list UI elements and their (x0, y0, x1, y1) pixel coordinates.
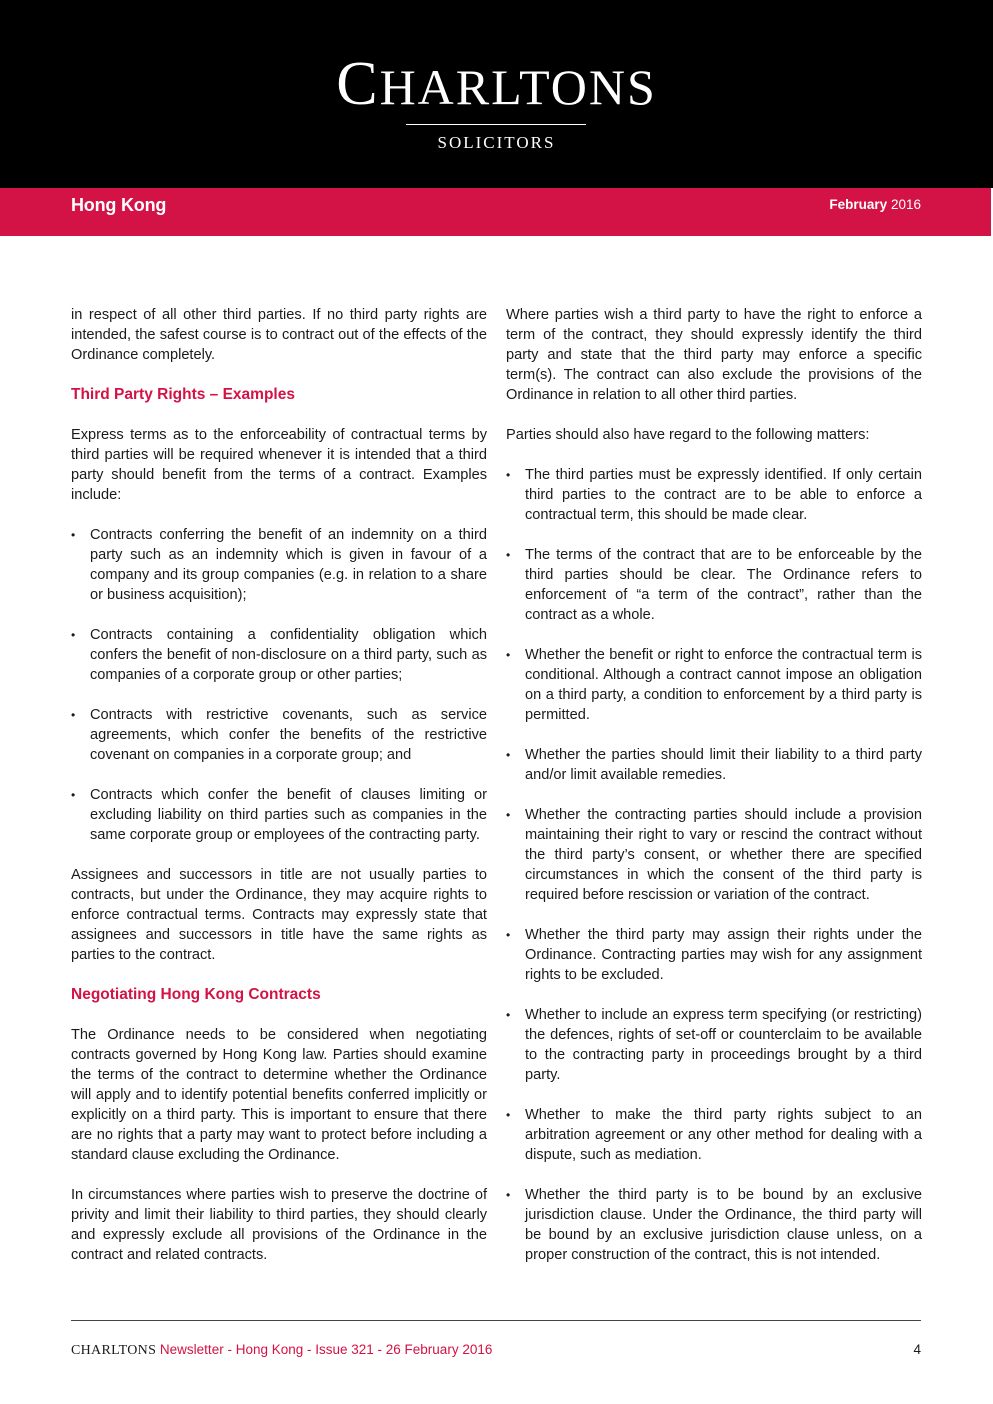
list-item: • Contracts with restrictive covenants, such as service agreements, which confer the benefits of the restrictive covenant on companies in a corporate group; and (71, 707, 487, 763)
bullet-icon: • (506, 548, 511, 562)
bullet-icon: • (71, 708, 76, 722)
footer-brand: CHARLTONS (71, 1343, 157, 1358)
list-item: • Contracts which confer the benefit of clauses limiting or excluding liability on third parties such as companies in the same corporate group or employees of the contracting party. (71, 787, 487, 843)
logo-subtitle: SOLICITORS (437, 133, 556, 152)
paragraph: In circumstances where parties wish to preserve the doctrine of privity and limit their liability to third parties, they should clearly and expressly exclude all provisions of the Ordinance in the contract and related contracts. (71, 1187, 487, 1263)
paragraph: Where parties wish a third party to have the right to enforce a term of the contract, they should expressly identify the third party and state that the third party may enforce a specific term(s). The contract can also exclude the provisions of the Ordinance in relation to all other third parties. (506, 307, 922, 403)
heading-third-party-rights-examples: Third Party Rights – Examples (71, 386, 295, 403)
list-item: • The third parties must be expressly identified. If only certain third parties to the contract are to be able to enforce a contractual term, this should be made clear. (506, 467, 922, 523)
paragraph: Express terms as to the enforceability of contractual terms by third parties will be required whenever it is intended that a third party should benefit from the terms of a contract. Examples include: (71, 427, 487, 503)
list-item: • Whether the parties should limit their liability to a third party and/or limit available remedies. (506, 747, 922, 783)
bullet-icon: • (506, 808, 511, 822)
bullet-icon: • (506, 1108, 511, 1122)
paragraph: The Ordinance needs to be considered when negotiating contracts governed by Hong Kong law. Parties should examine the terms of the contract to determine whether the Ordinance will apply and to identify potential benefits conferred implicitly or explicitly on a third party. This is important to ensure that there are no rights that a party may want to protect before including a standard clause excluding the Ordinance. (71, 1027, 487, 1163)
intro-paragraph: in respect of all other third parties. If no third party rights are intended, the safest course is to contract out of the effects of the Ordinance completely. (71, 307, 487, 363)
charltons-logo: CHARLTONS (336, 50, 657, 118)
list-item: • Whether to make the third party rights subject to an arbitration agreement or any other method for dealing with a dispute, such as mediation. (506, 1107, 922, 1163)
heading-negotiating-contracts: Negotiating Hong Kong Contracts (71, 986, 321, 1003)
left-column (71, 305, 487, 1285)
masthead (0, 0, 993, 188)
bullet-icon: • (506, 748, 511, 762)
issue-date: February 2016 (829, 197, 921, 212)
region-title: Hong Kong (71, 195, 167, 215)
page-number: 4 (913, 1342, 921, 1357)
bullet-icon: • (71, 788, 76, 802)
list-item: • Whether the benefit or right to enforce the contractual term is conditional. Although a contract cannot impose an obligation on a third party, a condition to enforcement by a third party is permitted. (506, 647, 922, 723)
bullet-icon: • (71, 528, 76, 542)
footer-divider (71, 1320, 921, 1321)
bullet-icon: • (506, 468, 511, 482)
bullet-icon: • (506, 928, 511, 942)
examples-list (71, 525, 487, 845)
list-item: • The terms of the contract that are to be enforceable by the third parties should be clear. The Ordinance refers to enforcement of “a term of the contract”, rather than the contract as a whole. (506, 547, 922, 623)
footer (71, 1342, 492, 1359)
bullet-icon: • (506, 1008, 511, 1022)
matters-list (506, 465, 922, 1265)
list-item: • Contracts conferring the benefit of an indemnity on a third party such as an indemnity which is given in favour of a company and its group companies (e.g. in relation to a share or business acquisition); (71, 527, 487, 603)
list-item: • Whether the third party is to be bound by an exclusive jurisdiction clause. Under the Ordinance, the third party will be bound by an exclusive jurisdiction clause unless, on a proper construction of the contract, this is not intended. (506, 1187, 922, 1263)
list-item: • Contracts containing a confidentiality obligation which confers the benefit of non-disclosure on a third party, such as companies of a corporate group or other parties; (71, 627, 487, 683)
list-item: • Whether the contracting parties should include a provision maintaining their right to vary or rescind the contract without the third party’s consent, or whether there are specified circumstances in which the consent of the third party is required before rescission or variation of the contract. (506, 807, 922, 903)
paragraph: Assignees and successors in title are not usually parties to contracts, but under the Ordinance, they may acquire rights to enforce contractual terms. Contracts may expressly state that assignees and successors in title have the same rights as parties to the contract. (71, 867, 487, 963)
bullet-icon: • (506, 648, 511, 662)
footer-issue-info: Newsletter - Hong Kong - Issue 321 - 26 February 2016 (156, 1342, 493, 1357)
paragraph: Parties should also have regard to the following matters: (506, 427, 870, 443)
bullet-icon: • (506, 1188, 511, 1202)
list-item: • Whether to include an express term specifying (or restricting) the defences, rights of set-off or counterclaim to be available to the contracting party in proceedings brought by a third party. (506, 1007, 922, 1083)
right-column (506, 305, 922, 1285)
logo-divider (406, 124, 586, 125)
list-item: • Whether the third party may assign their rights under the Ordinance. Contracting parties may wish for any assignment rights to be excluded. (506, 927, 922, 983)
bullet-icon: • (71, 628, 76, 642)
